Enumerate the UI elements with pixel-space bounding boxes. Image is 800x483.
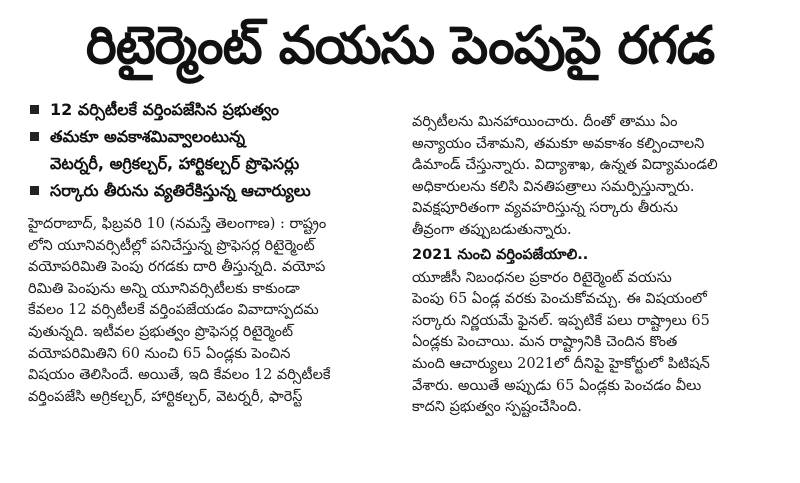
sub-heading: 2021 నుంచి వర్తింపజేయాలి.. — [412, 246, 589, 263]
article-paragraph — [412, 268, 778, 419]
text-line: విషయం తెలిసిందే. అయితే, ఇది కేవలం 12 వర్సిటీలకే — [28, 367, 331, 384]
text-line: సర్కారు నిర్ణయమే ఫైనల్. ఇప్పటికే పలు రాష్ట్రాలు 65 — [412, 312, 710, 329]
bullet-text: సర్కారు తీరును వ్యతిరేకిస్తున్న ఆచార్యులు — [50, 181, 311, 200]
bullet-text: వెటర్నరీ, అగ్రికల్చర్, హార్టికల్చర్ ప్రొఫెసర్లు — [50, 154, 300, 173]
square-bullet-icon — [30, 105, 39, 114]
bullet-item — [28, 96, 400, 123]
bullet-item — [28, 123, 400, 177]
highlight-bullets — [28, 96, 400, 204]
bullet-item — [28, 177, 400, 204]
text-line: అన్యాయం చేశామని, తమకూ అవకాశం కల్పించాలని — [412, 135, 705, 152]
text-line: అధికారులను కలిసి వినతిపత్రాలు సమర్పిస్తున్నారు. — [412, 178, 695, 195]
text-line: లోని యూనివర్సిటీల్లో పనిచేస్తున్న ప్రొఫెసర్ల రిటైర్మెంట్ — [28, 237, 315, 254]
text-line: ఏండ్లకు పెంచాయి. మన రాష్ట్రానికి చెందిన కొంత — [412, 334, 678, 351]
text-line: కేవలం 12 వర్సిటీలకే వర్తింపజేయడం వివాదాస్పదమ — [28, 302, 319, 319]
left-column — [28, 96, 400, 408]
square-bullet-icon — [30, 186, 39, 195]
text-line: హైదరాబాద్, ఫిబ్రవరి 10 (నమస్తే తెలంగాణ) : రాష్ట్రం — [28, 216, 327, 232]
text-line: వర్తింపజేసి అగ్రికల్చర్, హార్టికల్చర్, వెటర్నరీ, ఫారెస్ట్ — [28, 388, 303, 405]
article-paragraph — [28, 214, 400, 408]
text-line: యూజీసీ నిబంధనల ప్రకారం రిటైర్మెంట్ వయసు — [412, 269, 672, 286]
text-line: డిమాండ్ చేస్తున్నారు. విద్యాశాఖ, ఉన్నత విద్యామండలి — [412, 157, 718, 174]
article-paragraph — [412, 112, 778, 242]
text-line: వివక్షపూరితంగా వ్యవహరిస్తున్న సర్కారు తీరును — [412, 200, 679, 217]
text-line: రిమితి పెంపును అన్ని యూనివర్సిటీలకు కాకుండా — [28, 280, 300, 297]
text-line: వర్సిటీలను మినహాయించారు. దీంతో తాము ఏం — [412, 114, 678, 130]
text-line: వయోపరిమితి పెంపు రగడకు దారి తీస్తున్నది. వయోప — [28, 259, 326, 276]
bullet-text: 12 వర్సిటీలకే వర్తింపజేసిన ప్రభుత్వం — [50, 100, 279, 119]
text-line: తీవ్రంగా తప్పుబడుతున్నారు. — [412, 221, 572, 238]
text-line: వేశారు. అయితే అప్పుడు 65 ఏండ్లకు పెంచడం వీలు — [412, 377, 702, 394]
headline: రిటైర్మెంట్ వయసు పెంపుపై రగడ — [85, 16, 715, 76]
bullet-text: తమకూ అవకాశమివ్వాలంటున్న — [50, 127, 246, 146]
square-bullet-icon — [30, 132, 39, 141]
text-line: పెంపు 65 ఏండ్ల వరకు పెంచుకోవచ్చు. ఈ విషయంలో — [412, 291, 707, 308]
text-line: వయోపరిమితిని 60 నుంచి 65 ఏండ్లకు పెంచిన — [28, 345, 291, 362]
text-line: కాదని ప్రభుత్వం స్పష్టంచేసింది. — [412, 399, 582, 416]
right-column — [412, 112, 778, 419]
text-line: మంది ఆచార్యులు 2021లో దీనిపై హైకోర్టులో పిటిషన్ — [412, 355, 710, 372]
text-line: వుతున్నది. ఇటీవల ప్రభుత్వం ప్రొఫెసర్ల రిటైర్మెంట్ — [28, 323, 294, 340]
